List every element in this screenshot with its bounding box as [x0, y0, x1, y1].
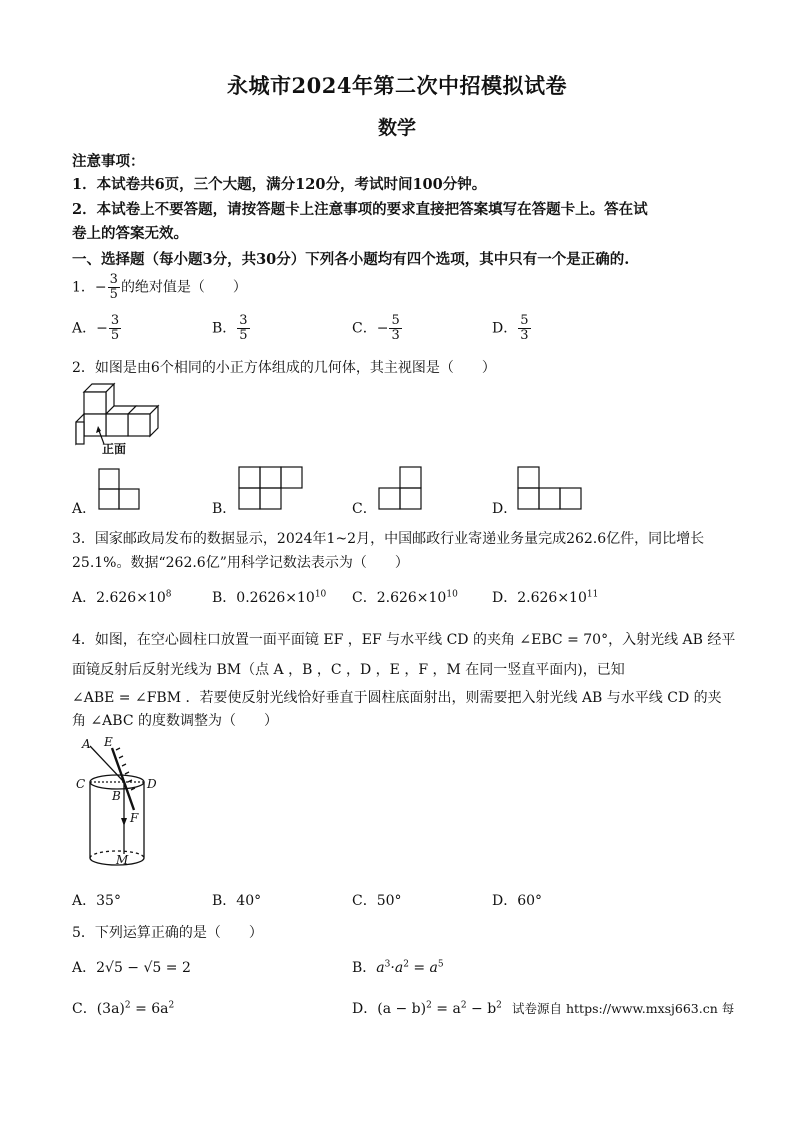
q5-option-d-e1: 2 [426, 1000, 432, 1011]
q2-option-a-view[interactable] [98, 468, 142, 512]
q5-option-b-e3: 5 [437, 959, 444, 970]
q1-fraction [108, 273, 120, 302]
q1-option-d[interactable] [492, 314, 532, 343]
label-m: M [116, 853, 129, 867]
q3-option-d[interactable] [492, 587, 598, 607]
q5-option-c-eq: = 6a [130, 1001, 169, 1017]
q5-option-d-label: D． [352, 1001, 378, 1017]
q1-option-b-fraction [237, 314, 249, 343]
q1-option-c-fraction [389, 314, 401, 343]
question-4-line-4: 角 ∠ABC 的度数调整为（ ） [72, 713, 279, 729]
q4-option-c-label: C． [352, 893, 377, 909]
q1-option-c-num: 5 [391, 313, 400, 328]
q2-option-d-view[interactable] [517, 466, 583, 512]
q5-option-d-eq: = a [431, 1001, 461, 1017]
q4-option-b-label: B． [212, 893, 237, 909]
q5-option-b-e2: 2 [403, 959, 409, 970]
q1-option-d-den: 3 [520, 328, 529, 343]
q3-option-d-exp: 11 [586, 589, 599, 600]
q5-option-c[interactable] [72, 998, 174, 1018]
question-4-line-2: 面镜反射后反射光线为 BM（点 A ，B ，C ，D ，E ，F ，M 在同一竖直平面内)，已知 [72, 662, 625, 678]
q1-option-d-num: 5 [520, 313, 529, 328]
label-c: C [76, 777, 86, 791]
question-5-stem: 5．下列运算正确的是（ ） [72, 925, 263, 941]
q1-option-a[interactable] [72, 314, 122, 343]
q5-option-a-expr: 2√5 − √5 = 2 [96, 960, 191, 976]
q1-neg-sign: − [94, 279, 107, 296]
notes-item-2-line-2: 卷上的答案无效。 [72, 225, 188, 242]
q4-option-b[interactable] [212, 890, 261, 910]
q4-option-d[interactable] [492, 890, 542, 910]
q5-option-b-mid: ·a [390, 960, 404, 976]
subject-title: 数学 [377, 117, 416, 139]
q4-option-c-value: 50° [376, 893, 402, 909]
q5-option-c-e2: 2 [168, 1000, 175, 1011]
notes-item-1: 1．本试卷共6页，三个大题，满分120分，考试时间100分钟。 [72, 176, 487, 193]
q1-option-a-sign: − [96, 320, 108, 337]
q1-option-a-fraction [109, 314, 121, 343]
q1-stem-text: 的绝对值是（ ） [120, 279, 247, 296]
q5-option-b-pre: a [376, 960, 385, 976]
q5-option-c-e1: 2 [124, 1000, 131, 1011]
q3-option-a-label: A． [72, 590, 97, 606]
q2-option-c-view[interactable] [378, 466, 424, 512]
section-1-heading: 一、选择题（每小题3分，共30分）下列各小题均有四个选项，其中只有一个是正确的. [72, 251, 630, 268]
q3-option-d-base: 2.626×10 [517, 590, 587, 606]
q2-option-b-view[interactable] [238, 466, 304, 512]
q5-option-b-eq: = a [408, 960, 438, 976]
q5-option-d-mid: − b [466, 1001, 497, 1017]
label-a: A [82, 737, 91, 751]
q5-option-d-pre: (a − b) [377, 1001, 427, 1017]
q4-option-a-label: A． [72, 893, 97, 909]
q2-option-c-label[interactable]: C． [352, 501, 377, 517]
q3-option-c-base: 2.626×10 [376, 590, 447, 606]
q3-option-a-base: 2.626×10 [96, 590, 166, 606]
q3-option-b-exp: 10 [314, 589, 327, 600]
q3-option-b-label: B． [212, 590, 237, 606]
question-3-line-2: 25.1%。数据“262.6亿”用科学记数法表示为（ ） [72, 555, 409, 571]
q5-option-d-e3: 2 [496, 1000, 502, 1011]
q1-frac-den: 5 [109, 287, 118, 302]
q5-option-a[interactable] [72, 957, 191, 977]
q1-option-c-den: 3 [391, 328, 400, 343]
q1-option-c[interactable] [352, 314, 403, 343]
q1-option-b-num: 3 [239, 313, 248, 328]
question-2-stem: 2．如图是由6个相同的小正方体组成的几何体，其主视图是（ ） [72, 360, 496, 376]
q5-option-a-label: A． [72, 960, 97, 976]
notes-item-2-line-1: 2．本试卷上不要答题，请按答题卡上注意事项的要求直接把答案填写在答题卡上。答在试 [72, 201, 648, 218]
q1-option-d-label: D． [492, 320, 518, 337]
q3-option-c-exp: 10 [446, 589, 458, 600]
q2-option-d-label[interactable]: D． [492, 501, 518, 517]
exam-title: 永城市2024年第二次中招模拟试卷 [227, 73, 567, 98]
notes-heading: 注意事项： [72, 153, 145, 170]
q3-option-a[interactable] [72, 587, 171, 607]
q5-option-b-e1: 3 [384, 959, 391, 970]
q3-option-d-label: D． [492, 590, 518, 606]
q4-option-a[interactable] [72, 890, 121, 910]
label-d: D [147, 777, 157, 791]
question-3-line-1: 3．国家邮政局发布的数据显示，2024年1~2月，中国邮政行业寄递业务量完成262.6亿件，同比增长 [72, 531, 705, 547]
q3-option-c[interactable] [352, 587, 458, 607]
q2-option-a-label[interactable]: A． [72, 501, 97, 517]
q4-option-c[interactable] [352, 890, 402, 910]
q4-option-a-value: 35° [96, 893, 121, 909]
q5-option-b[interactable] [352, 957, 444, 977]
q4-option-d-value: 60° [517, 893, 543, 909]
q3-option-a-exp: 8 [165, 589, 172, 600]
label-b: B [112, 789, 121, 803]
q5-option-b-label: B． [352, 960, 377, 976]
q1-option-c-sign: − [376, 320, 389, 337]
q5-option-c-label: C． [72, 1001, 97, 1017]
q1-option-a-num: 3 [110, 313, 120, 328]
q5-option-c-pre: (3a) [96, 1001, 125, 1017]
q5-option-d[interactable] [352, 998, 502, 1018]
q1-option-b[interactable] [212, 314, 251, 343]
q1-option-a-den: 5 [110, 328, 120, 343]
q1-option-b-den: 5 [239, 328, 248, 343]
source-watermark: 试卷源自 https://www.mxsj663.cn 每 [512, 1001, 735, 1016]
q3-option-c-label: C． [352, 590, 377, 606]
q4-cylinder-figure [72, 736, 162, 872]
q3-option-b-base: 0.2626×10 [236, 590, 315, 606]
q5-option-d-e2: 2 [460, 1000, 467, 1011]
q1-option-b-label: B． [212, 320, 237, 337]
q1-option-c-label: C． [352, 320, 377, 337]
q3-option-b[interactable] [212, 587, 326, 607]
q1-option-d-fraction [518, 314, 530, 343]
question-4-line-3: ∠ABE = ∠FBM ．若要使反射光线恰好垂直于圆柱底面射出，则需要把入射光线 AB 与水平线 CD 的夹 [72, 690, 722, 706]
q1-option-a-label: A． [72, 320, 97, 337]
q2-front-label: 正面 [102, 442, 127, 456]
q4-option-b-value: 40° [236, 893, 262, 909]
q1-frac-num: 3 [109, 272, 118, 287]
question-4-line-1: 4．如图，在空心圆柱口放置一面平面镜 EF ，EF 与水平线 CD 的夹角 ∠EBC = 70°，入射光线 AB 经平 [72, 632, 736, 648]
question-1-stem [72, 273, 247, 302]
ray-arrow-icon [121, 818, 127, 826]
q1-number: 1． [72, 279, 95, 296]
label-f: F [130, 811, 139, 825]
q2-option-b-label[interactable]: B． [212, 501, 237, 517]
label-e: E [104, 736, 113, 749]
q4-option-d-label: D． [492, 893, 518, 909]
